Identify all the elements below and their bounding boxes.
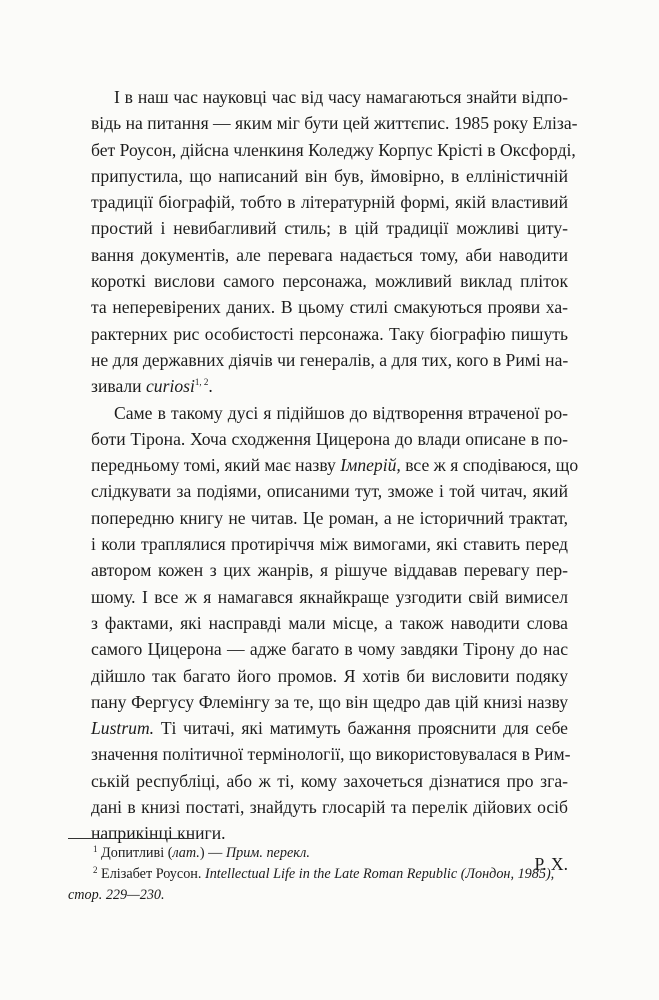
text-line: дані в книзі постаті, знайдуть глосарій та перелік дійових осіб — [91, 797, 568, 818]
text-line: наприкінці книги. — [91, 823, 226, 844]
text-line: шому. І все ж я намагався якнайкраще узгодити свій вимисел — [91, 586, 568, 607]
footnote-italic: лат. — [172, 845, 200, 861]
italic-title: Імперій, — [340, 455, 401, 476]
text-fragment: зивали — [91, 376, 146, 397]
footnote-reference[interactable]: 1, 2 — [194, 377, 209, 388]
text-line: короткі вислови самого персонажа, можливий виклад пліток — [91, 271, 568, 292]
text-line — [91, 373, 568, 399]
text-line: ській республіці, або ж ті, кому захочеться дізнатися про зга- — [91, 770, 568, 791]
footnote-italic: стор. 229—230. — [68, 887, 165, 903]
footnote-divider — [68, 838, 194, 839]
text-line: з фактами, які насправді мали місце, а також наводити слова — [91, 612, 568, 633]
footnote-text: Допитливі ( — [97, 845, 173, 861]
text-line: рактерних рис особистості персонажа. Таку біографію пишуть — [91, 323, 568, 344]
italic-title: Lustrum. — [91, 718, 155, 739]
text-line: відь на питання — яким міг бути цей життєпис. 1985 року Елізa- — [91, 113, 578, 134]
text-fragment: все ж я сподіваюся, що — [400, 455, 579, 476]
text-line: попередню книгу не читав. Це роман, а не історичний трактат, — [91, 507, 568, 528]
italic-term: curiosi — [146, 376, 195, 397]
text-fragment: . — [208, 376, 213, 397]
footnote-italic: Intellectual Life in the Late Roman Republic (Лондон, 1985), — [204, 866, 555, 882]
text-line: бет Роусон, дійсна членкиня Коледжу Корпус Крісті в Оксфорді, — [91, 139, 576, 160]
text-line: припустила, що написаний він був, ймовірно, в елліністичній — [91, 165, 568, 186]
text-fragment: Ті читачі, які матимуть бажання прояснити для себе — [154, 718, 568, 739]
footnote-text: Елізабет Роусон. — [97, 866, 205, 882]
text-line: вання документів, але перевага надається тому, аби наводити — [91, 244, 568, 265]
paragraph-1 — [91, 84, 578, 400]
text-line: та неперевірених даних. В цьому стилі смакуються прояви ха- — [91, 297, 568, 318]
footnote-1 — [68, 843, 568, 864]
footnote-2 — [68, 864, 568, 885]
text-line: боти Тірона. Хоча сходження Цицерона до влади описане в по- — [91, 428, 568, 449]
main-text — [91, 84, 579, 877]
footnote-italic: Прим. перекл. — [225, 845, 310, 861]
footnotes — [68, 843, 568, 906]
text-line: простий і невибагливий стиль; в цій традиції можливі циту- — [91, 218, 568, 239]
text-line: дійшло так багато його промов. Я хотів би висловити подяку — [91, 665, 568, 686]
text-line: пану Фергусу Флемінгу за те, що він щедро дав цій книзі назву — [91, 691, 568, 712]
text-line: Саме в такому дусі я підійшов до відтворення втраченої ро- — [114, 402, 568, 423]
text-line: значення політичної термінології, що використовувалася в Рим- — [91, 744, 571, 765]
text-fragment: передньому томі, який має назву — [91, 455, 341, 476]
text-line: автором кожен з цих жанрів, я рішуче віддавав перевагу пер- — [91, 560, 568, 581]
text-line: слідкувати за подіями, описаними тут, зможе і той читач, який — [91, 481, 568, 502]
author-signature: Р. Х. — [534, 853, 568, 874]
text-line: традиції біографій, тобто в літературній формі, якій властивий — [91, 192, 568, 213]
text-line — [91, 715, 568, 741]
text-line: самого Цицерона — адже багато в чому завдяки Тірону до нас — [91, 639, 568, 660]
footnote-2-continuation — [68, 885, 568, 906]
text-line: І в наш час науковці час від часу намагаються знайти відпо- — [114, 87, 568, 107]
text-line: і коли траплялися протиріччя між вимогами, які ставить перед — [91, 534, 568, 555]
footnote-text: ) — — [199, 845, 226, 861]
footnote-number: 1 — [93, 844, 98, 854]
text-line: не для державних діячів чи генералів, а для тих, кого в Римі на- — [91, 349, 569, 370]
paragraph-2 — [91, 400, 579, 847]
footnote-number: 2 — [93, 865, 98, 875]
text-line — [91, 452, 579, 478]
